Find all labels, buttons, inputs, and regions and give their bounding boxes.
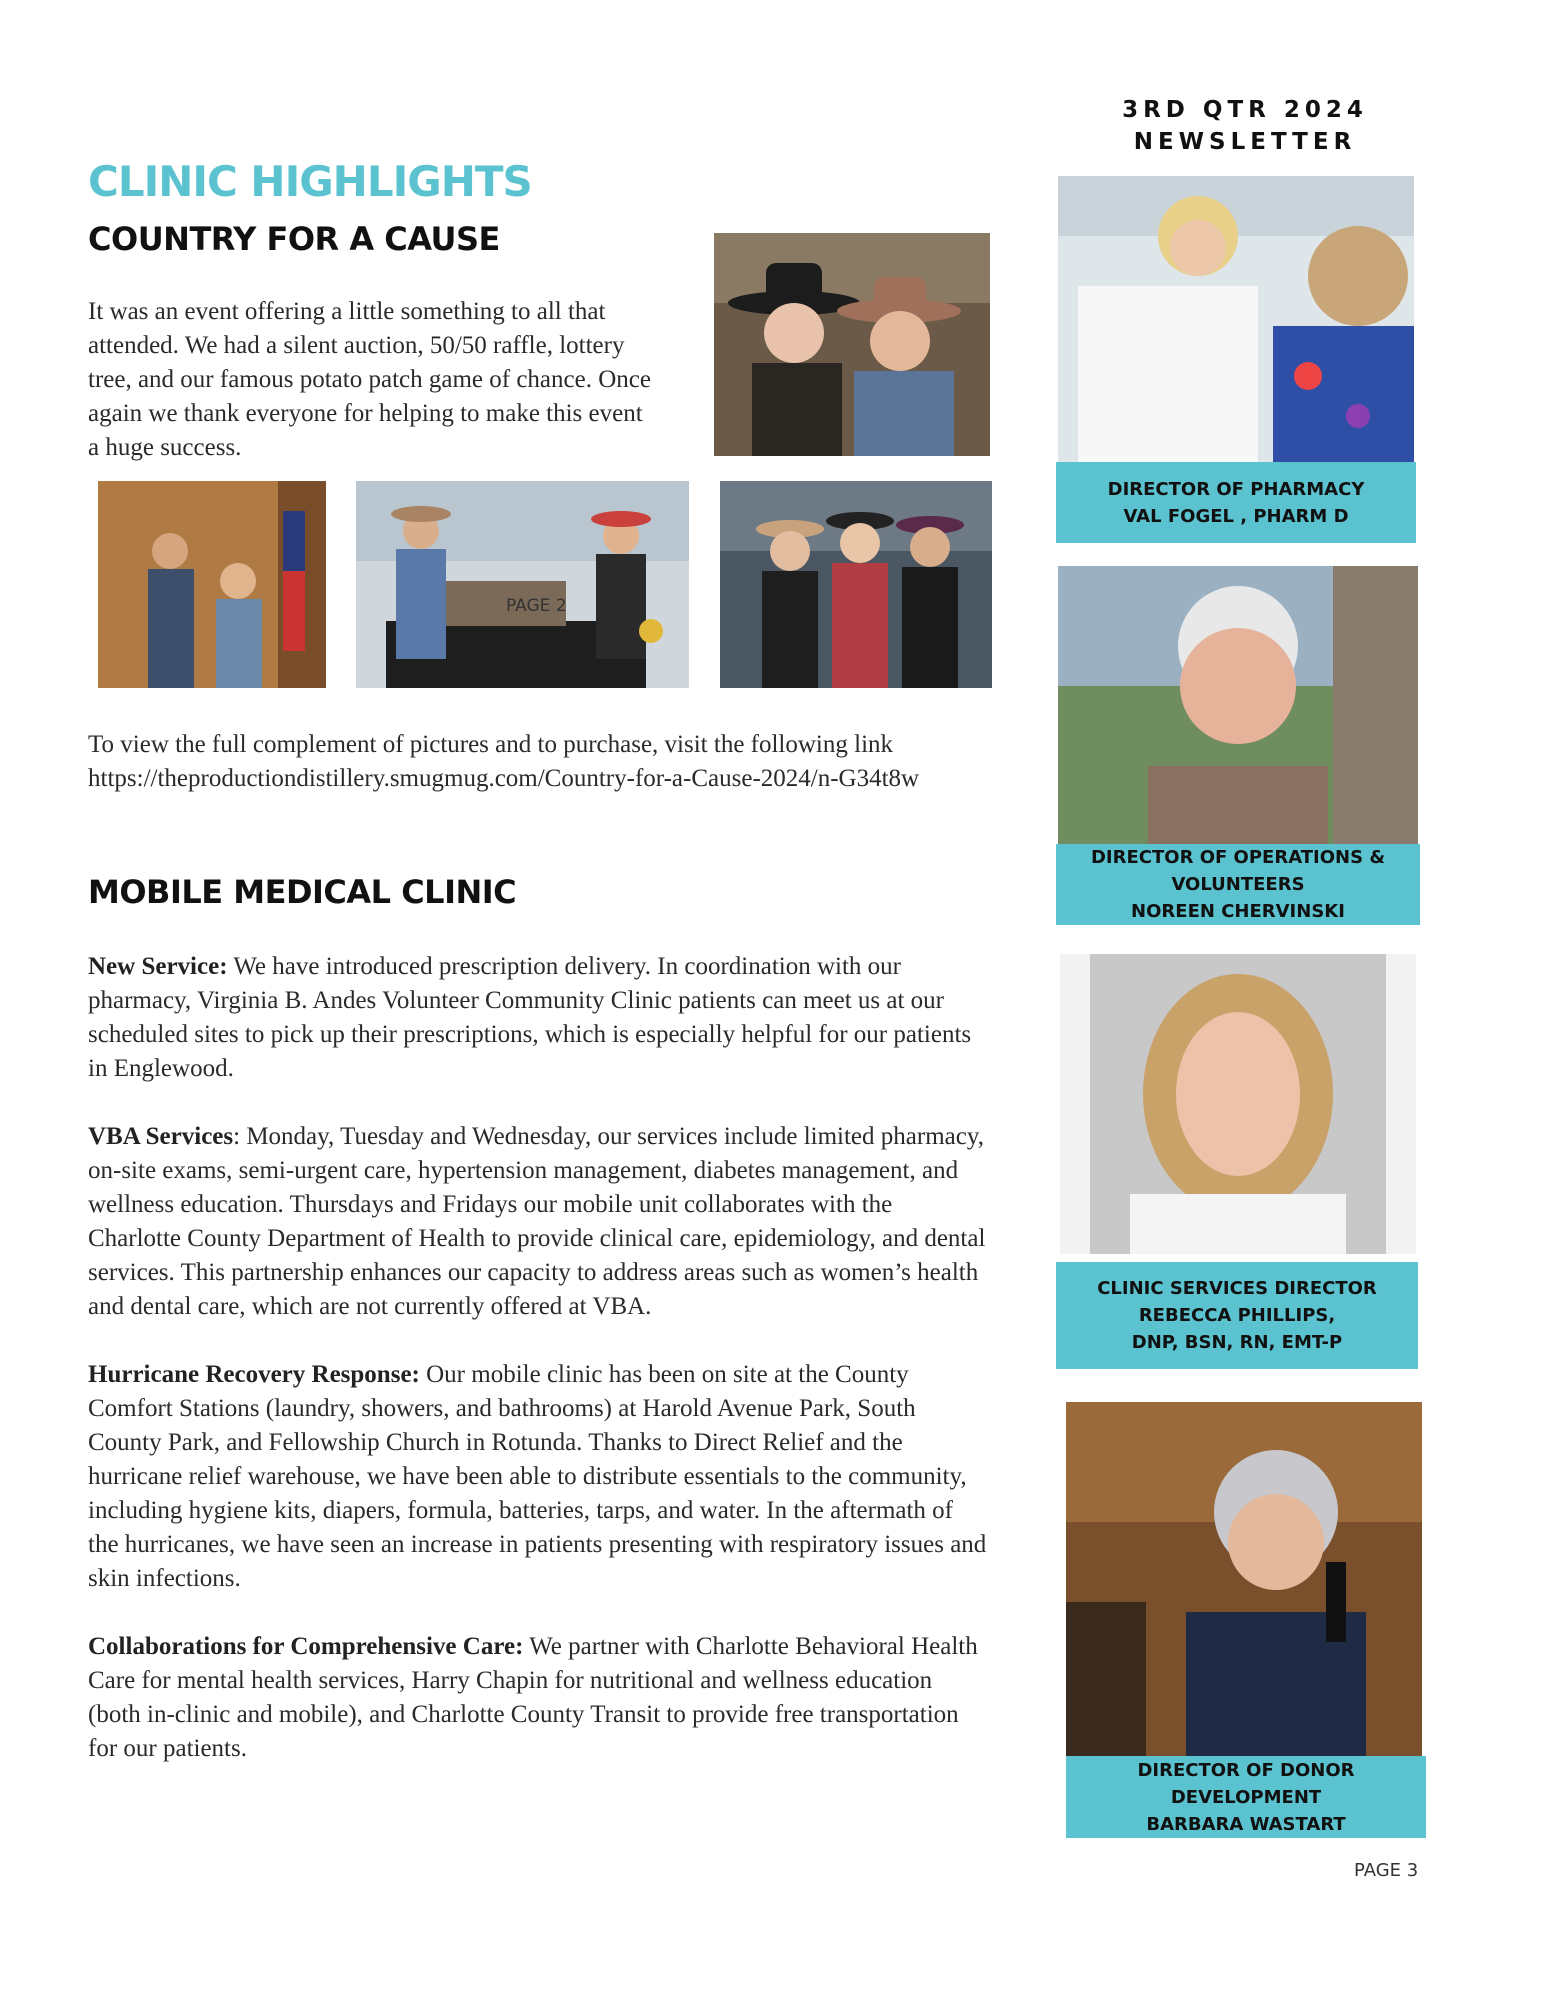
caption-pharmacy-title: DIRECTOR OF PHARMACY	[1107, 478, 1365, 500]
caption-donor-development-director	[1066, 1756, 1426, 1838]
event-photo-speakers	[98, 481, 326, 688]
event-photo-potato-patch	[356, 481, 689, 688]
caption-clinic-services-title: CLINIC SERVICES DIRECTOR	[1097, 1278, 1377, 1299]
staff-photo-clinic-services-director	[1060, 954, 1416, 1254]
text-hurricane-response: Our mobile clinic has been on site at the County Comfort Stations (laundry, showers, and bathrooms) at Harold Avenue Park, South County Park, and Fellowship Church in Rotunda. Thanks to Direct Relief and the hurricane relief warehouse, we have been able to distribute essentials to the community, including hygiene kits, diapers, formula, batteries, tarps, and water. In the aftermath of the hurricanes, we have seen an increase in patients presenting with respiratory issues and skin infections.	[88, 1361, 987, 1592]
staff-photo-pharmacy-director	[1058, 176, 1414, 462]
photos-link-paragraph: To view the full complement of pictures and to purchase, visit the following link https://theproductiondistillery.smugmug.com/Country-for-a-Cause-2024/n-G34t8w	[88, 731, 920, 792]
caption-clinic-services-name: REBECCA PHILLIPS,	[1138, 1305, 1336, 1326]
text-collaborations: We partner with Charlotte Behavioral Health Care for mental health services, Harry Chapin for nutritional and wellness education (both in-clinic and mobile), and Charlotte County Transit to provide free transportation for our patients.	[88, 1633, 978, 1762]
masthead-issue: 3RD QTR 2024	[1122, 97, 1368, 123]
paragraph-new-service	[88, 950, 988, 1086]
caption-operations-name: NOREEN CHERVINSKI	[1131, 901, 1345, 922]
page-number: PAGE 3	[1354, 1860, 1419, 1881]
text-new-service: We have introduced prescription delivery. In coordination with our pharmacy, Virginia B. Andes Volunteer Community Clinic patients can meet us at our scheduled sites to pick up their prescriptions, which is especially helpful for our patients in Englewood.	[88, 953, 972, 1082]
paragraph-vba-services	[88, 1120, 988, 1324]
lead-vba-services: VBA Services	[88, 1123, 234, 1150]
caption-donor-title: DIRECTOR OF DONOR	[1137, 1759, 1355, 1781]
caption-pharmacy-director	[1056, 462, 1416, 543]
caption-operations-title-2: VOLUNTEERS	[1171, 874, 1305, 895]
staff-photo-operations-director	[1058, 566, 1418, 844]
staff-photo-donor-development-director	[1066, 1402, 1422, 1758]
country-title: COUNTRY FOR A CAUSE	[88, 220, 500, 258]
event-photo-cowboy-hats	[714, 233, 990, 456]
lead-collaborations: Collaborations for Comprehensive Care:	[88, 1633, 524, 1660]
mobile-clinic-title: MOBILE MEDICAL CLINIC	[88, 873, 517, 911]
lead-new-service: New Service:	[88, 953, 228, 980]
caption-pharmacy-name: VAL FOGEL , PHARM D	[1123, 505, 1349, 527]
caption-clinic-services-director	[1056, 1262, 1418, 1369]
caption-donor-title-2: DEVELOPMENT	[1170, 1786, 1322, 1808]
event-photo-three-women	[720, 481, 992, 688]
photo-overlay-label: PAGE 2	[506, 596, 567, 616]
mobile-clinic-body	[88, 950, 988, 1766]
lead-hurricane-response: Hurricane Recovery Response:	[88, 1361, 420, 1388]
country-paragraph: It was an event offering a little something to all that attended. We had a silent auction, 50/50 raffle, lottery tree, and our famous potato patch game of chance. Once again we thank everyone for helping to make this event a huge success.	[88, 298, 651, 461]
newsletter-masthead	[1100, 94, 1390, 158]
caption-operations-title: DIRECTOR OF OPERATIONS &	[1090, 847, 1386, 868]
paragraph-collaborations	[88, 1630, 988, 1766]
masthead-label: NEWSLETTER	[1133, 129, 1357, 155]
text-vba-services: : Monday, Tuesday and Wednesday, our services include limited pharmacy, on-site exams, semi-urgent care, hypertension management, diabetes management, and wellness education. Thursdays and Fridays our mobile unit collaborates with the Charlotte County Department of Health to provide clinical care, epidemiology, and dental services. This partnership enhances our capacity to address areas such as women’s health and dental care, which are not currently offered at VBA.	[88, 1123, 986, 1320]
section-kicker: CLINIC HIGHLIGHTS	[88, 157, 532, 206]
caption-donor-name: BARBARA WASTART	[1146, 1813, 1346, 1835]
caption-clinic-services-credentials: DNP, BSN, RN, EMT-P	[1131, 1332, 1343, 1353]
caption-operations-director	[1056, 844, 1420, 925]
paragraph-hurricane-response	[88, 1358, 988, 1596]
